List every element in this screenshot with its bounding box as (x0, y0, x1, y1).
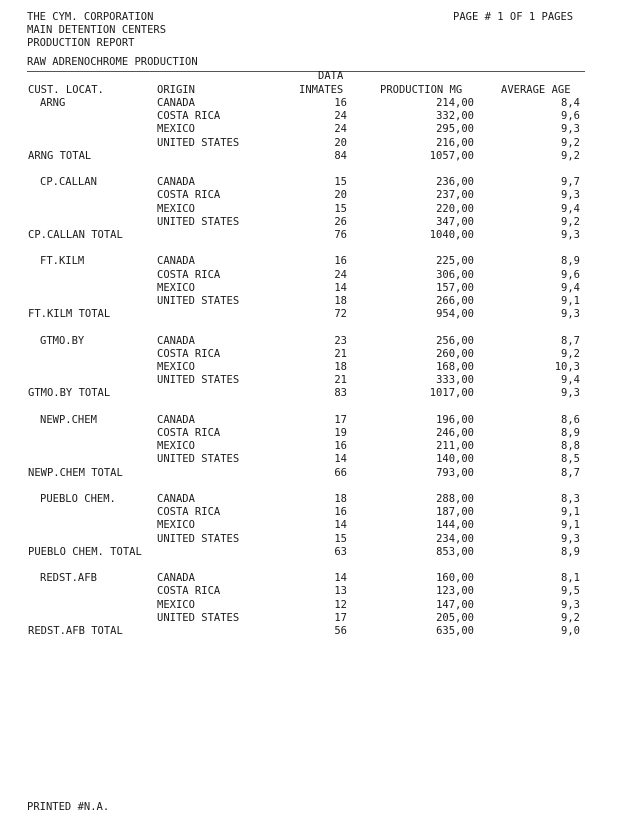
age-cell: 8,3 (561, 493, 580, 505)
production-cell: 246,00 (436, 427, 474, 439)
inmates-cell: 24 (334, 268, 347, 281)
table-row (0, 453, 625, 466)
total-label: PUEBLO CHEM. TOTAL (28, 545, 142, 558)
table-row (0, 282, 625, 295)
total-label: FT.KILM TOTAL (28, 308, 111, 321)
age-cell: 9,4 (561, 202, 580, 215)
origin-cell: COSTA RICA (157, 189, 221, 202)
total-row (0, 150, 625, 163)
total-row (0, 546, 625, 559)
origin-cell: UNITED STATES (157, 532, 240, 545)
total-inmates: 56 (334, 625, 347, 637)
total-production: 954,00 (436, 308, 474, 321)
col-location: CUST. LOCAT. (28, 84, 104, 96)
origin-cell: UNITED STATES (157, 453, 240, 466)
origin-cell: UNITED STATES (157, 295, 240, 307)
production-cell: 144,00 (436, 519, 474, 532)
total-age: 9,3 (561, 308, 580, 321)
total-inmates: 84 (334, 149, 347, 162)
production-cell: 214,00 (436, 97, 474, 109)
location-cell: PUEBLO CHEM. (40, 493, 116, 505)
total-age: 9,2 (561, 149, 580, 162)
location-cell: GTMO.BY (40, 334, 85, 347)
origin-cell: COSTA RICA (157, 585, 221, 598)
table-row (0, 110, 625, 123)
origin-cell: MEXICO (157, 440, 195, 453)
production-cell: 187,00 (436, 506, 474, 519)
origin-cell: COSTA RICA (157, 268, 221, 281)
production-cell: 147,00 (436, 598, 474, 611)
inmates-cell: 17 (334, 611, 347, 624)
origin-cell: MEXICO (157, 361, 195, 373)
production-cell: 140,00 (436, 453, 474, 466)
inmates-cell: 23 (334, 334, 347, 347)
age-cell: 9,4 (561, 281, 580, 294)
table-row (0, 335, 625, 348)
age-cell: 9,4 (561, 374, 580, 387)
age-cell: 9,1 (561, 295, 580, 307)
total-inmates: 72 (334, 308, 347, 321)
inmates-cell: 16 (334, 255, 347, 268)
table-row (0, 519, 625, 532)
report-title: PRODUCTION REPORT (27, 37, 135, 50)
total-inmates: 76 (334, 229, 347, 241)
age-cell: 9,1 (561, 519, 580, 532)
total-production: 635,00 (436, 625, 474, 637)
total-label: NEWP.CHEM TOTAL (28, 466, 123, 479)
age-cell: 9,3 (561, 189, 580, 202)
inmates-cell: 16 (334, 506, 347, 519)
col-age: AVERAGE AGE (501, 84, 571, 96)
origin-cell: MEXICO (157, 202, 195, 215)
production-cell: 347,00 (436, 215, 474, 228)
inmates-cell: 19 (334, 427, 347, 439)
production-cell: 220,00 (436, 202, 474, 215)
age-cell: 8,7 (561, 334, 580, 347)
origin-cell: UNITED STATES (157, 215, 240, 228)
age-cell: 9,2 (561, 215, 580, 228)
age-cell: 8,8 (561, 440, 580, 453)
total-age: 8,9 (561, 545, 580, 558)
production-cell: 196,00 (436, 413, 474, 426)
age-cell: 8,1 (561, 572, 580, 585)
table-row (0, 612, 625, 625)
total-age: 9,3 (561, 387, 580, 400)
production-cell: 157,00 (436, 281, 474, 294)
total-row (0, 387, 625, 400)
page-number: PAGE # 1 OF 1 PAGES (453, 11, 574, 23)
origin-cell: COSTA RICA (157, 347, 221, 360)
printed-footer: PRINTED #N.A. (27, 801, 110, 813)
production-cell: 237,00 (436, 189, 474, 202)
table-row (0, 572, 625, 585)
origin-cell: COSTA RICA (157, 506, 221, 519)
col-origin: ORIGIN (157, 84, 195, 96)
production-cell: 332,00 (436, 110, 474, 123)
age-cell: 9,3 (561, 532, 580, 545)
location-cell: CP.CALLAN (40, 176, 97, 189)
total-inmates: 63 (334, 545, 347, 558)
location-cell: REDST.AFB (40, 572, 97, 585)
total-age: 9,3 (561, 229, 580, 241)
inmates-cell: 14 (334, 572, 347, 585)
origin-cell: CANADA (157, 255, 195, 268)
table-row (0, 348, 625, 361)
total-age: 9,0 (561, 625, 580, 637)
age-cell: 8,5 (561, 453, 580, 466)
table-row (0, 440, 625, 453)
production-cell: 295,00 (436, 123, 474, 136)
production-cell: 288,00 (436, 493, 474, 505)
total-production: 793,00 (436, 466, 474, 479)
company-name: THE CYM. CORPORATION (27, 11, 154, 23)
report-header (27, 11, 166, 51)
origin-cell: CANADA (157, 413, 195, 426)
table-row (0, 255, 625, 268)
inmates-cell: 17 (334, 413, 347, 426)
col-production: PRODUCTION MG (380, 84, 463, 96)
location-cell: ARNG (40, 97, 66, 109)
inmates-cell: 24 (334, 123, 347, 136)
total-label: ARNG TOTAL (28, 149, 92, 162)
table-row (0, 427, 625, 440)
table-row (0, 295, 625, 308)
table-row (0, 414, 625, 427)
total-production: 1057,00 (429, 149, 474, 162)
total-inmates: 66 (334, 466, 347, 479)
production-cell: 168,00 (436, 361, 474, 373)
table-row (0, 189, 625, 202)
table-row (0, 361, 625, 374)
production-cell: 234,00 (436, 532, 474, 545)
inmates-cell: 15 (334, 532, 347, 545)
inmates-cell: 24 (334, 110, 347, 123)
col-inmates-top: DATA (318, 70, 344, 82)
total-inmates: 83 (334, 387, 347, 400)
origin-cell: CANADA (157, 334, 195, 347)
inmates-cell: 16 (334, 440, 347, 453)
inmates-cell: 15 (334, 176, 347, 189)
production-cell: 205,00 (436, 611, 474, 624)
origin-cell: COSTA RICA (157, 427, 221, 439)
origin-cell: MEXICO (157, 598, 195, 611)
location-cell: NEWP.CHEM (40, 413, 97, 426)
origin-cell: MEXICO (157, 519, 195, 532)
total-label: GTMO.BY TOTAL (28, 387, 111, 400)
production-cell: 225,00 (436, 255, 474, 268)
table-row (0, 374, 625, 387)
total-label: CP.CALLAN TOTAL (28, 229, 123, 241)
section-title: RAW ADRENOCHROME PRODUCTION (27, 56, 198, 68)
origin-cell: CANADA (157, 176, 195, 189)
inmates-cell: 14 (334, 281, 347, 294)
age-cell: 8,9 (561, 427, 580, 439)
table-row (0, 506, 625, 519)
age-cell: 9,6 (561, 268, 580, 281)
production-cell: 260,00 (436, 347, 474, 360)
origin-cell: UNITED STATES (157, 136, 240, 149)
total-production: 1017,00 (429, 387, 474, 400)
inmates-cell: 13 (334, 585, 347, 598)
col-inmates: INMATES (299, 84, 344, 96)
inmates-cell: 14 (334, 453, 347, 466)
production-cell: 266,00 (436, 295, 474, 307)
total-label: REDST.AFB TOTAL (28, 625, 123, 637)
age-cell: 9,5 (561, 585, 580, 598)
production-cell: 216,00 (436, 136, 474, 149)
table-row (0, 137, 625, 150)
origin-cell: MEXICO (157, 123, 195, 136)
inmates-cell: 26 (334, 215, 347, 228)
total-production: 853,00 (436, 545, 474, 558)
total-age: 8,7 (561, 466, 580, 479)
age-cell: 8,6 (561, 413, 580, 426)
inmates-cell: 14 (334, 519, 347, 532)
location-cell: FT.KILM (40, 255, 85, 268)
production-cell: 211,00 (436, 440, 474, 453)
centers-title: MAIN DETENTION CENTERS (27, 24, 167, 37)
age-cell: 9,2 (561, 136, 580, 149)
table-row (0, 585, 625, 598)
production-cell: 306,00 (436, 268, 474, 281)
total-row (0, 308, 625, 321)
total-row (0, 625, 625, 638)
inmates-cell: 18 (334, 493, 347, 505)
age-cell: 9,7 (561, 176, 580, 189)
table-row (0, 493, 625, 506)
origin-cell: CANADA (157, 97, 195, 109)
inmates-cell: 20 (334, 136, 347, 149)
inmates-cell: 12 (334, 598, 347, 611)
section-divider (27, 71, 585, 72)
age-cell: 8,4 (561, 97, 580, 109)
age-cell: 9,1 (561, 506, 580, 519)
inmates-cell: 18 (334, 295, 347, 307)
inmates-cell: 21 (334, 347, 347, 360)
age-cell: 9,6 (561, 110, 580, 123)
table-row (0, 203, 625, 216)
origin-cell: CANADA (157, 572, 195, 585)
table-row (0, 269, 625, 282)
total-production: 1040,00 (429, 229, 474, 241)
inmates-cell: 16 (334, 97, 347, 109)
origin-cell: COSTA RICA (157, 110, 221, 123)
origin-cell: CANADA (157, 493, 195, 505)
table-row (0, 533, 625, 546)
table-row (0, 176, 625, 189)
production-cell: 236,00 (436, 176, 474, 189)
age-cell: 9,2 (561, 611, 580, 624)
table-row (0, 123, 625, 136)
table-row (0, 97, 625, 110)
table-row (0, 599, 625, 612)
inmates-cell: 20 (334, 189, 347, 202)
origin-cell: UNITED STATES (157, 374, 240, 387)
production-cell: 256,00 (436, 334, 474, 347)
origin-cell: MEXICO (157, 281, 195, 294)
age-cell: 9,3 (561, 598, 580, 611)
table-row (0, 216, 625, 229)
age-cell: 8,9 (561, 255, 580, 268)
inmates-cell: 21 (334, 374, 347, 387)
inmates-cell: 18 (334, 361, 347, 373)
age-cell: 9,2 (561, 347, 580, 360)
total-row (0, 467, 625, 480)
inmates-cell: 15 (334, 202, 347, 215)
production-cell: 123,00 (436, 585, 474, 598)
total-row (0, 229, 625, 242)
production-cell: 333,00 (436, 374, 474, 387)
age-cell: 10,3 (554, 361, 580, 373)
origin-cell: UNITED STATES (157, 611, 240, 624)
production-cell: 160,00 (436, 572, 474, 585)
age-cell: 9,3 (561, 123, 580, 136)
